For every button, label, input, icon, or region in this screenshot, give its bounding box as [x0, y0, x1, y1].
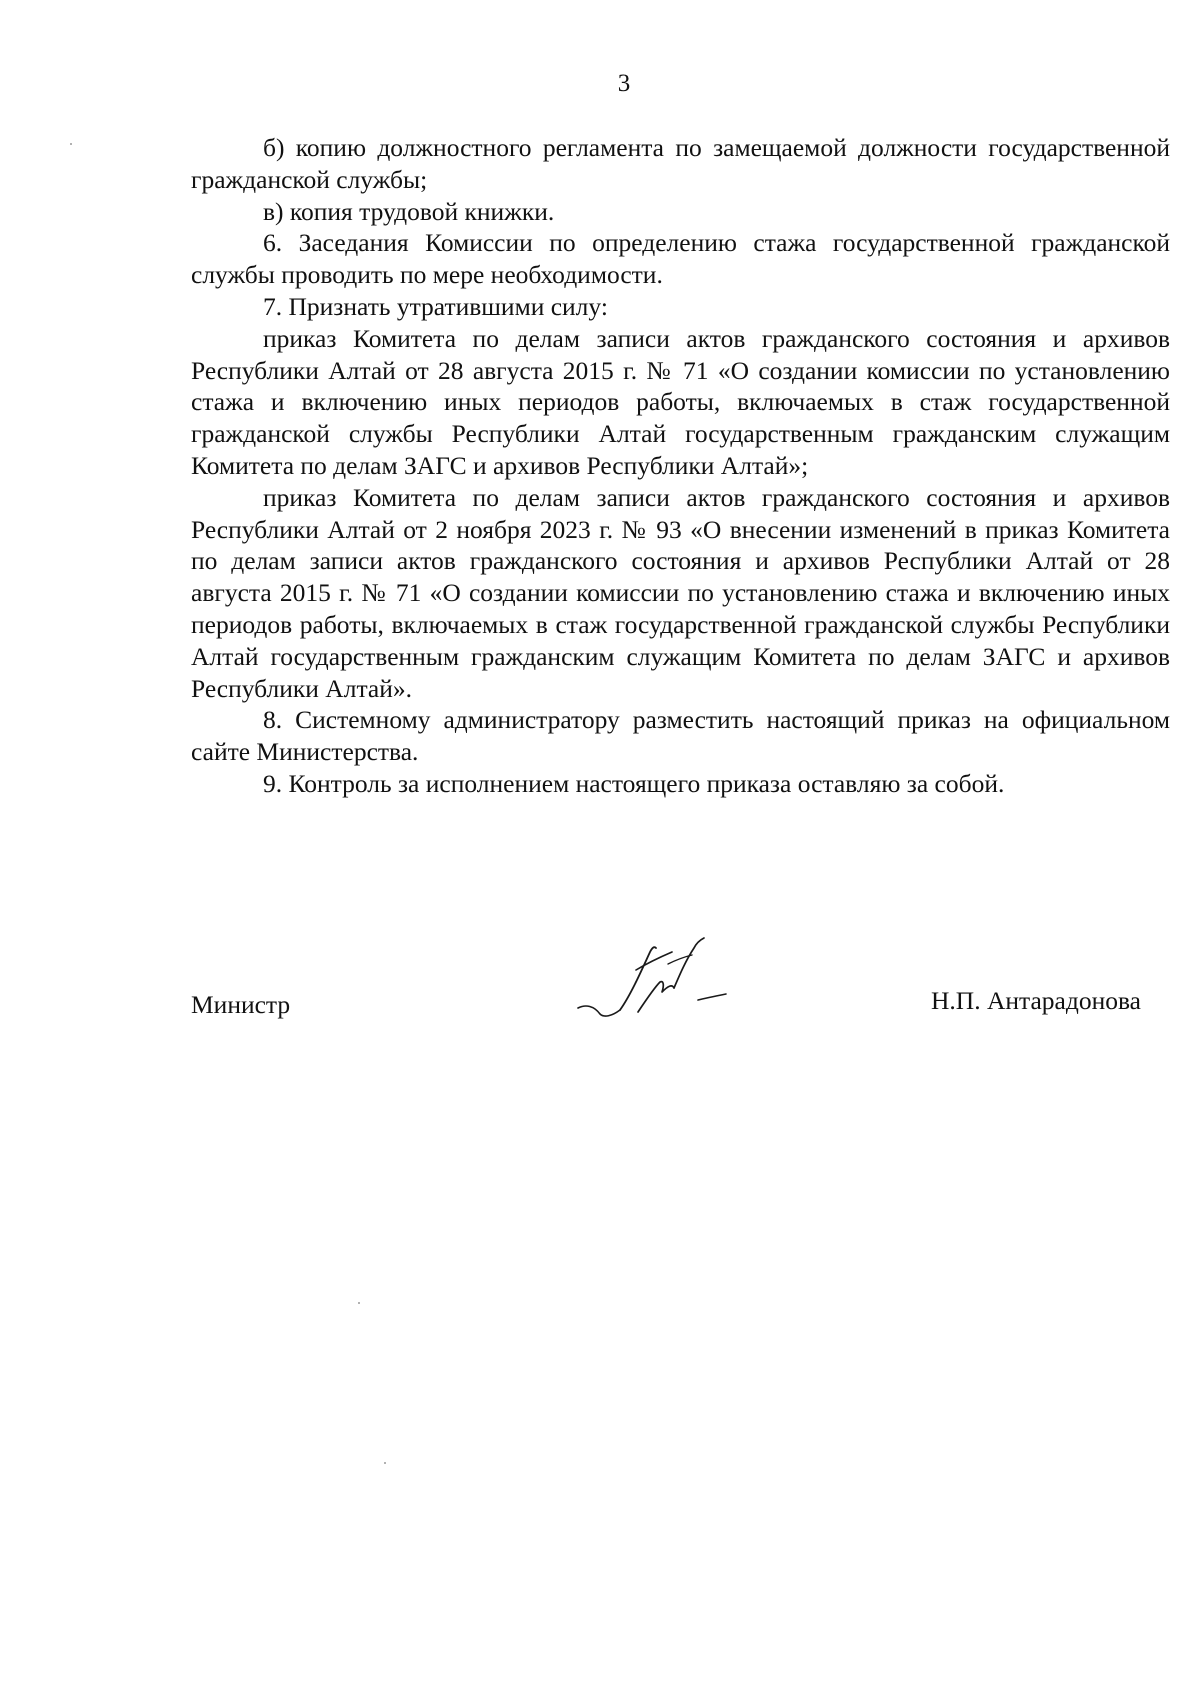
paragraph-7: 7. Признать утратившими силу:	[263, 291, 608, 321]
paragraph-item-v: в) копия трудовой книжки.	[263, 196, 555, 226]
scan-speck	[384, 1462, 386, 1464]
document-body	[191, 132, 1170, 800]
scan-speck	[358, 1302, 360, 1304]
signature-block	[191, 960, 1141, 1050]
page-number: 3	[617, 70, 631, 97]
paragraph-repealed-order-2: приказ Комитета по делам записи актов гражданского состояния и архивов Республики Алтай от 2 ноября 2023 г. № 93 «О внесении изменений в приказ Комитета по делам записи актов гражданского состояния и архивов Республики Алтай от 28 августа 2015 г. № 71 «О создании комиссии по установлению стажа и включению иных периодов работы, включаемых в стаж государственной гражданской службы Республики Алтай государственным гражданским служащим Комитета по делам ЗАГС и архивов Республики Алтай».	[191, 482, 1170, 703]
signer-name: Н.П. Антарадонова	[930, 986, 1141, 1015]
scan-speck	[70, 143, 72, 145]
handwritten-signature	[576, 930, 736, 1040]
signer-title: Министр	[191, 990, 291, 1019]
paragraph-repealed-order-1: приказ Комитета по делам записи актов гражданского состояния и архивов Республики Алтай от 28 августа 2015 г. № 71 «О создании комиссии по установлению стажа и включению иных периодов работы, включаемых в стаж государственной гражданской службы Республики Алтай государственным гражданским служащим Комитета по делам ЗАГС и архивов Республики Алтай»;	[191, 323, 1170, 480]
paragraph-8: 8. Системному администратору разместить настоящий приказ на официальном сайте Министерства.	[191, 705, 1170, 767]
paragraph-item-b: б) копию должностного регламента по замещаемой должности государственной гражданской службы;	[191, 133, 1170, 194]
paragraph-9: 9. Контроль за исполнением настоящего приказа оставляю за собой.	[263, 768, 1005, 798]
paragraph-6: 6. Заседания Комиссии по определению стажа государственной гражданской службы проводить по мере необходимости.	[191, 228, 1170, 290]
